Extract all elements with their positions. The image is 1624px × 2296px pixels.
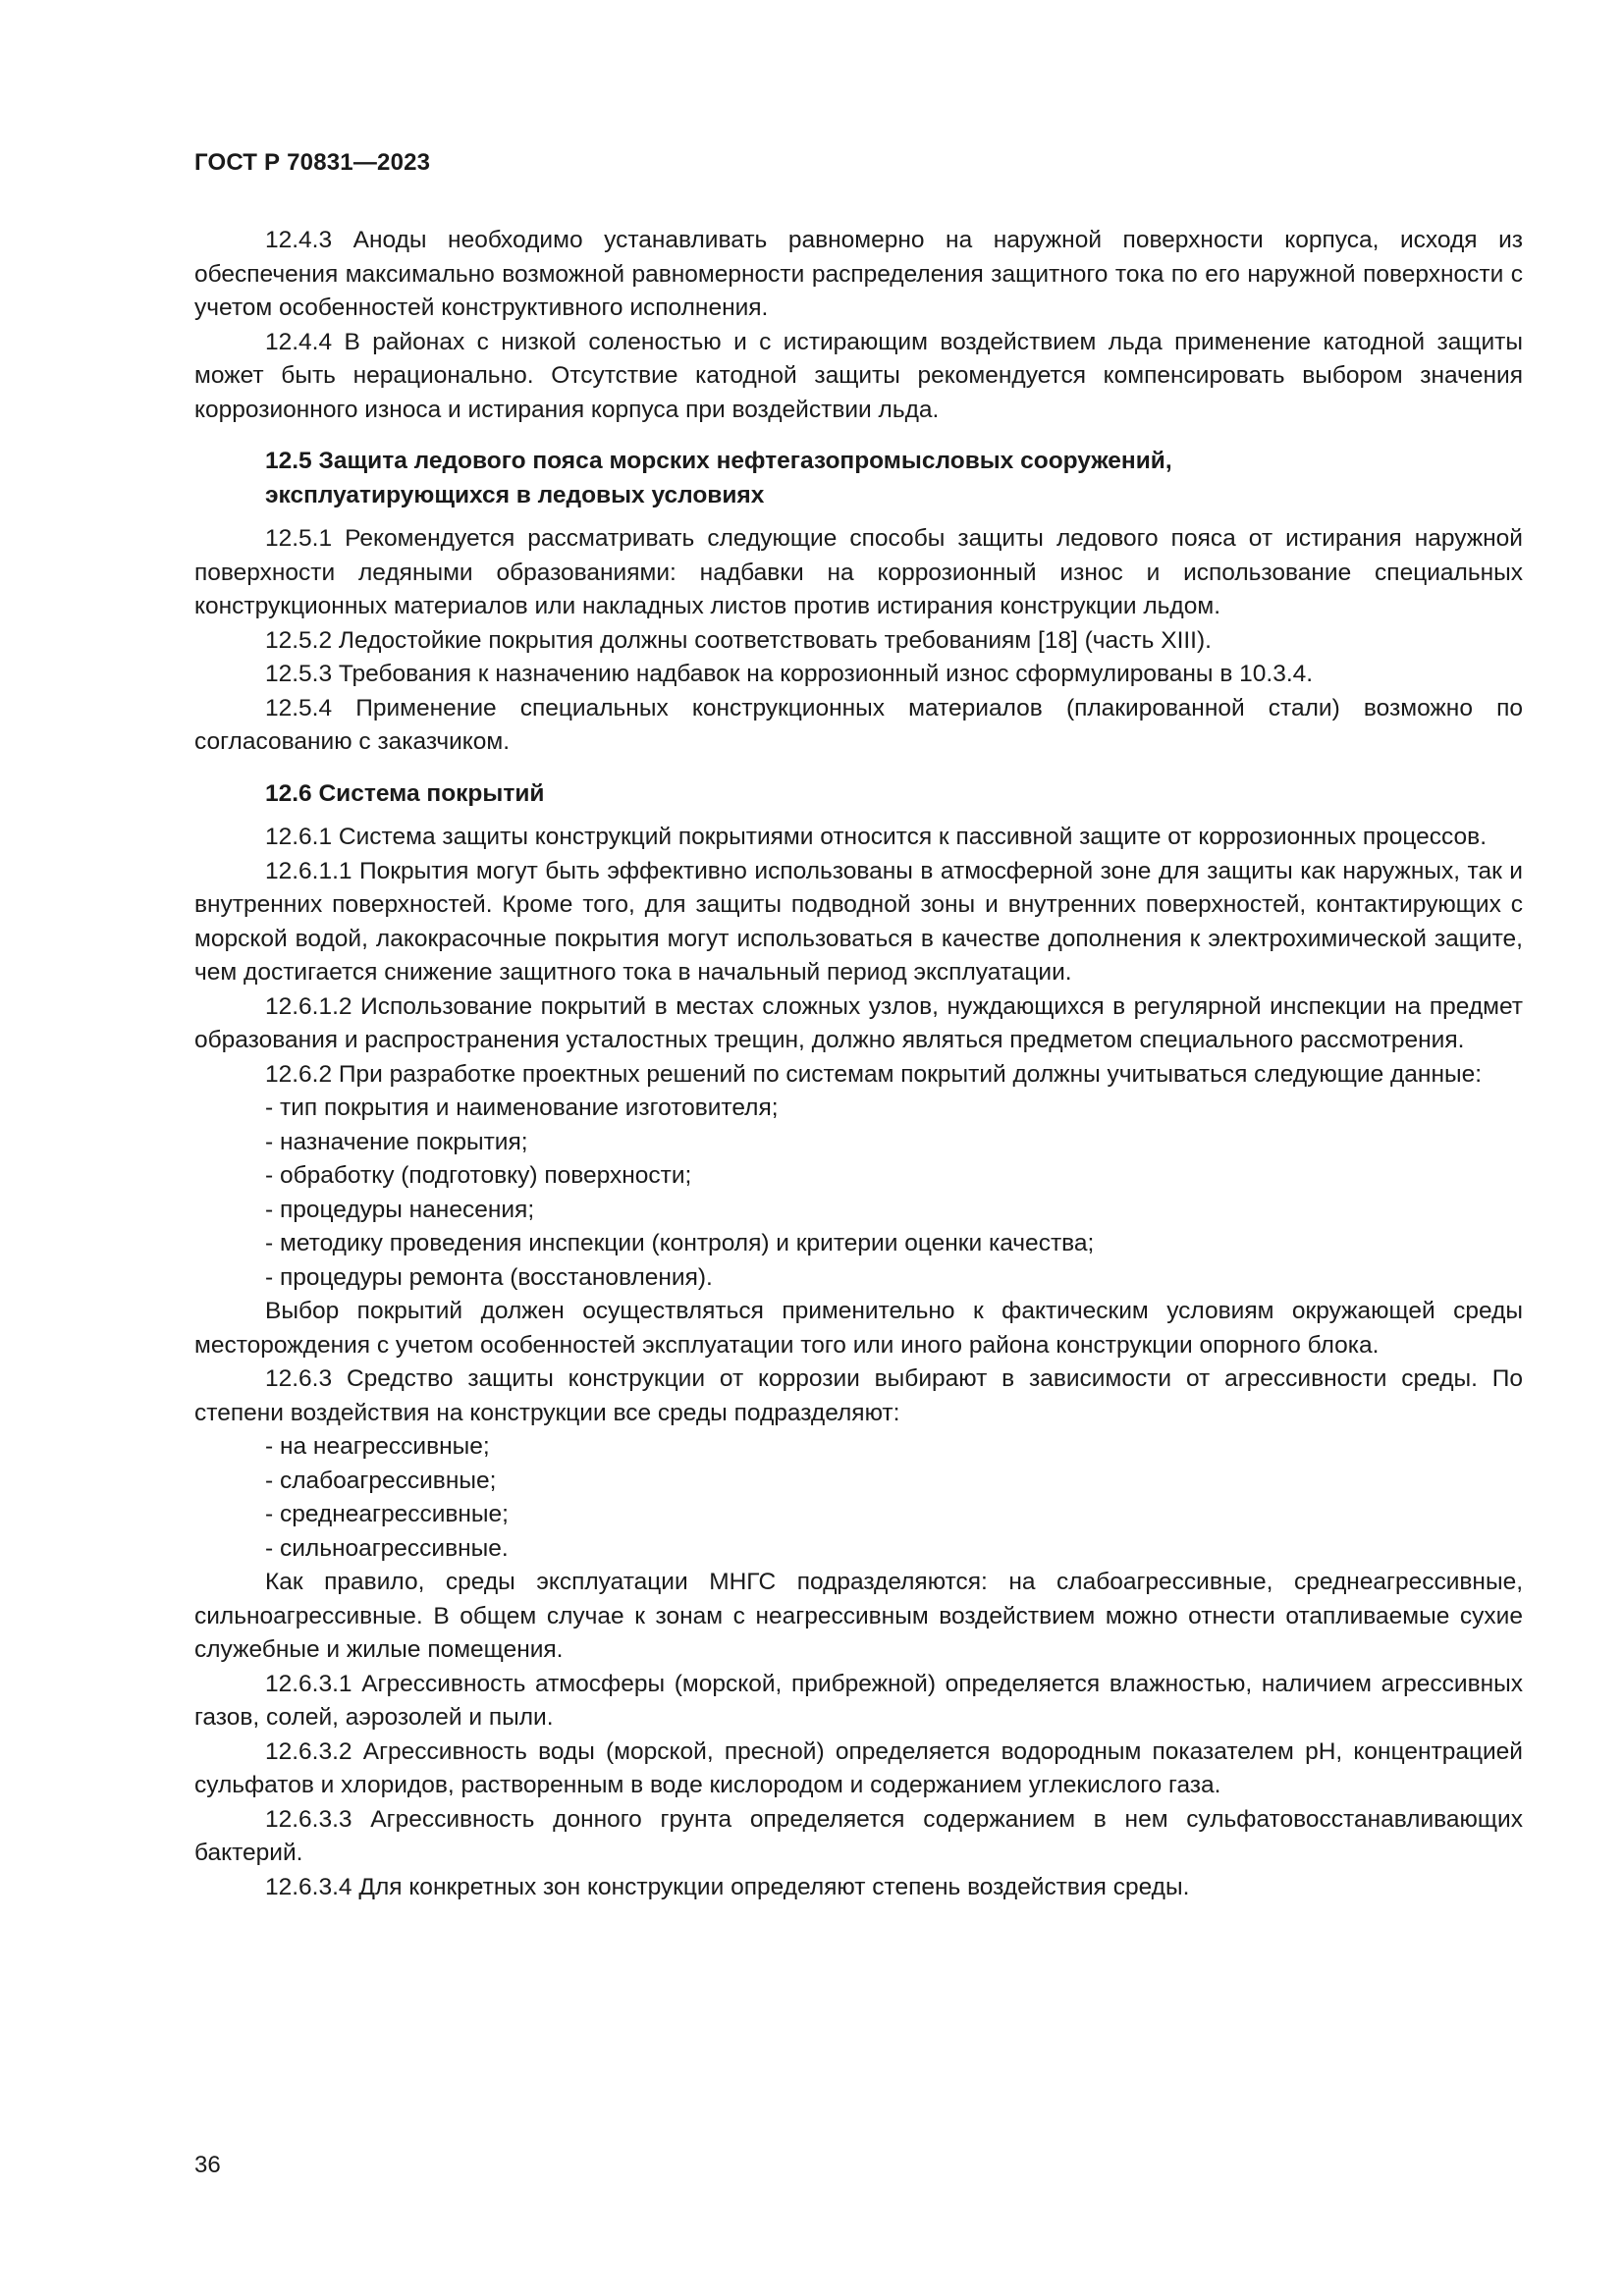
paragraph-12-6-1-2: 12.6.1.2 Использование покрытий в местах сложных узлов, нуждающихся в регулярной инспекции на предмет образования и распространения усталостных трещин, должно являться предметом специального рассмотрения. [194,992,1523,1053]
section-heading-12-5 [194,445,1523,512]
paragraph-12-6-3: 12.6.3 Средство защиты конструкции от коррозии выбирают в зависимости от агрессивности среды. По степени воздействия на конструкции все среды подразделяют: [194,1365,1523,1426]
list-item: - обработку (подготовку) поверхности; [194,1159,1523,1194]
paragraph-12-6-3-1: 12.6.3.1 Агрессивность атмосферы (морской, прибрежной) определяется влажностью, наличием агрессивных газов, солей, аэрозолей и пыли. [194,1670,1523,1731]
section-heading-12-5-line2: эксплуатирующихся в ледовых условиях [265,481,765,508]
list-item: - среднеагрессивные; [194,1498,1523,1532]
page-number: 36 [194,2152,221,2178]
section-heading-12-6 [194,777,1523,812]
paragraph-12-6-1-1: 12.6.1.1 Покрытия могут быть эффективно использованы в атмосферной зоне для защиты как наружных, так и внутренних поверхностей. Кроме того, для защиты подводной зоны и внутренних поверхностей, контактирующих с морской водой, лакокрасочные покрытия могут использоваться в качестве дополнения к электрохимической защите, чем достигается снижение защитного тока в начальный период эксплуатации. [194,857,1523,986]
section-heading-12-5-line1: 12.5 Защита ледового пояса морских нефтегазопромысловых сооружений, [265,448,1172,474]
paragraph-12-6-3-2: 12.6.3.2 Агрессивность воды (морской, пресной) определяется водородным показателем pH, концентрацией сульфатов и хлоридов, растворенным в воде кислородом и содержанием углекислого газа. [194,1737,1523,1798]
paragraph-environment-classes: Как правило, среды эксплуатации МНГС подразделяются: на слабоагрессивные, среднеагрессивные, сильноагрессивные. В общем случае к зонам с неагрессивным воздействием можно отнести отапливаемые сухие служебные и жилые помещения. [194,1569,1523,1663]
paragraph-12-5-1: 12.5.1 Рекомендуется рассматривать следующие способы защиты ледового пояса от истирания наружной поверхности ледяными образованиями: надбавки на коррозионный износ и использование специальных конструкционных материалов или накладных листов против истирания конструкции льдом. [194,525,1523,619]
aggressiveness-list [194,1430,1523,1566]
section-heading-12-6-text: 12.6 Система покрытий [265,779,545,807]
list-item: - слабоагрессивные; [194,1465,1523,1499]
list-item: - назначение покрытия; [194,1126,1523,1160]
document-code-header: ГОСТ Р 70831—2023 [194,149,431,176]
list-item: - процедуры нанесения; [194,1194,1523,1228]
list-item: - сильноагрессивные. [194,1532,1523,1567]
list-item: - методику проведения инспекции (контроля) и критерии оценки качества; [194,1227,1523,1261]
paragraph-12-4-4: 12.4.4 В районах с низкой соленостью и с истирающим воздействием льда применение катодной защиты может быть нерационально. Отсутствие катодной защиты рекомендуется компенсировать выбором значения коррозионного износа и истирания корпуса при воздействии льда. [194,328,1523,423]
coating-data-list [194,1092,1523,1295]
paragraph-12-6-2: 12.6.2 При разработке проектных решений по системам покрытий должны учитываться следующие данные: [265,1060,1483,1088]
paragraph-12-4-3: 12.4.3 Аноды необходимо устанавливать равномерно на наружной поверхности корпуса, исходя из обеспечения максимально возможной равномерности распределения защитного тока по его наружной поверхности с учетом особенностей конструктивного исполнения. [194,227,1523,321]
paragraph-12-6-3-3: 12.6.3.3 Агрессивность донного грунта определяется содержанием в нем сульфатовосстанавливающих бактерий. [194,1805,1523,1866]
document-body [194,224,1523,1904]
paragraph-12-5-3: 12.5.3 Требования к назначению надбавок на коррозионный износ сформулированы в 10.3.4. [265,661,1314,687]
paragraph-12-5-4: 12.5.4 Применение специальных конструкционных материалов (плакированной стали) возможно по согласованию с заказчиком. [194,694,1523,755]
paragraph-12-6-3-4: 12.6.3.4 Для конкретных зон конструкции определяют степень воздействия среды. [265,1873,1190,1900]
paragraph-coating-selection: Выбор покрытий должен осуществляться применительно к фактическим условиям окружающей среды месторождения с учетом особенностей эксплуатации того или иного района конструкции опорного блока. [194,1298,1523,1359]
list-item: - тип покрытия и наименование изготовителя; [194,1092,1523,1126]
list-item: - процедуры ремонта (восстановления). [194,1261,1523,1296]
paragraph-12-6-1: 12.6.1 Система защиты конструкций покрытиями относится к пассивной защите от коррозионных процессов. [265,824,1487,850]
paragraph-12-5-2: 12.5.2 Ледостойкие покрытия должны соответствовать требованиям [18] (часть XIII). [265,626,1212,654]
list-item: - на неагрессивные; [194,1430,1523,1465]
